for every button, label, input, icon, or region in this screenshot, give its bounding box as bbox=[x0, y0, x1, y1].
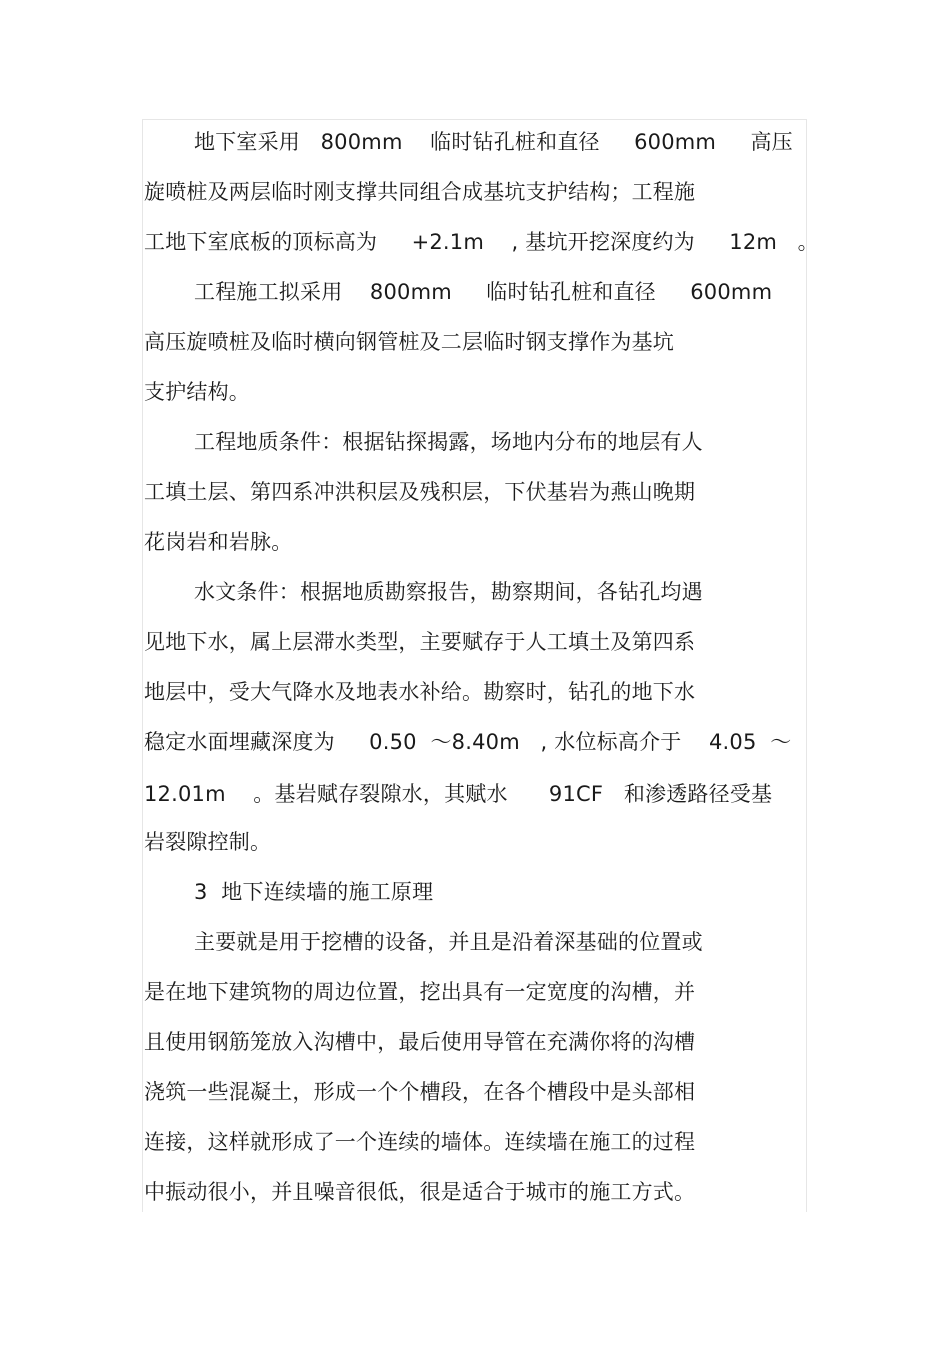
text-line: 工填土层、第四系冲洪积层及残积层，下伏基岩为燕山晚期 bbox=[144, 480, 696, 504]
section-heading: 3 地下连续墙的施工原理 bbox=[194, 880, 434, 904]
text-line: 工程施工拟采用 800mm 临时钻孔桩和直径 600mm bbox=[194, 280, 773, 304]
text-line: 花岗岩和岩脉。 bbox=[144, 530, 293, 554]
text-line: 旋喷桩及两层临时刚支撑共同组合成基坑支护结构；工程施 bbox=[144, 180, 696, 204]
text-line: 地层中，受大气降水及地表水补给。勘察时，钻孔的地下水 bbox=[144, 680, 696, 704]
text-line: 稳定水面埋藏深度为 0.50 ～8.40m , 水位标高介于 4.05 ～ bbox=[144, 730, 792, 754]
text-line: 地下室采用 800mm 临时钻孔桩和直径 600mm 高压 bbox=[194, 130, 793, 154]
text-line: 且使用钢筋笼放入沟槽中，最后使用导管在充满你将的沟槽 bbox=[144, 1030, 696, 1054]
text-line: 是在地下建筑物的周边位置，挖出具有一定宽度的沟槽，并 bbox=[144, 980, 696, 1004]
text-line: 高压旋喷桩及临时横向钢管桩及二层临时钢支撑作为基坑 bbox=[144, 330, 674, 354]
text-line: 中振动很小，并且噪音很低，很是适合于城市的施工方式。 bbox=[144, 1180, 696, 1204]
text-line: 浇筑一些混凝土，形成一个个槽段，在各个槽段中是头部相 bbox=[144, 1080, 696, 1104]
text-line: 岩裂隙控制。 bbox=[144, 830, 272, 854]
text-line: 主要就是用于挖槽的设备，并且是沿着深基础的位置或 bbox=[194, 930, 703, 954]
text-line: 工程地质条件：根据钻探揭露，场地内分布的地层有人 bbox=[194, 430, 703, 454]
text-line: 工地下室底板的顶标高为 +2.1m , 基坑开挖深度约为 12m 。 bbox=[144, 230, 819, 254]
text-line: 连接，这样就形成了一个连续的墙体。连续墙在施工的过程 bbox=[144, 1130, 696, 1154]
text-line: 水文条件：根据地质勘察报告，勘察期间，各钻孔均遇 bbox=[194, 580, 703, 604]
text-line: 12.01m 。基岩赋存裂隙水，其赋水 91CF 和渗透路径受基 bbox=[144, 782, 773, 806]
text-line: 支护结构。 bbox=[144, 380, 250, 404]
text-line: 见地下水，属上层滞水类型，主要赋存于人工填土及第四系 bbox=[144, 630, 696, 654]
